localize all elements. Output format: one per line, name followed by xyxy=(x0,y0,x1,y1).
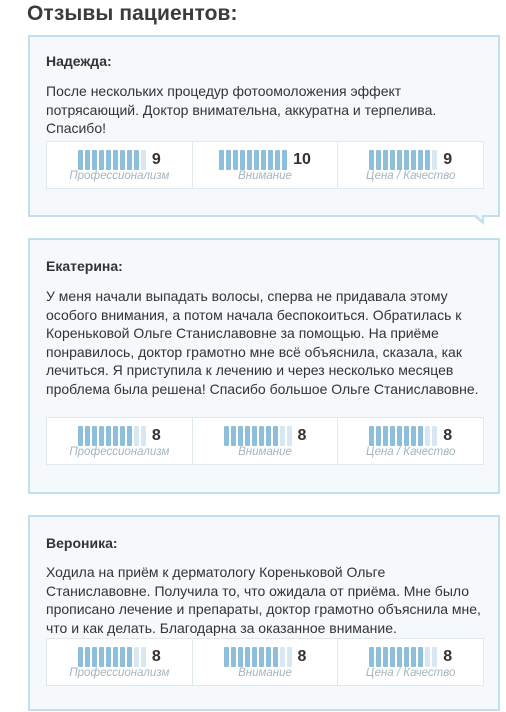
rating-score: 8 xyxy=(297,648,307,665)
rating-segment xyxy=(376,647,381,667)
rating-segment xyxy=(287,647,292,667)
rating-segment xyxy=(261,150,266,170)
rating-segment xyxy=(238,426,243,446)
rating-bar xyxy=(224,647,292,667)
rating-segment xyxy=(287,426,292,446)
rating-segment xyxy=(259,426,264,446)
rating-bar xyxy=(219,150,287,170)
rating-segment xyxy=(369,647,374,667)
rating-attention xyxy=(193,418,339,464)
rating-segment xyxy=(404,150,409,170)
rating-price-quality xyxy=(338,142,483,188)
rating-segment xyxy=(245,426,250,446)
speech-tail xyxy=(472,215,484,225)
rating-segment xyxy=(369,426,374,446)
rating-segment xyxy=(99,426,104,446)
rating-segment xyxy=(275,150,280,170)
rating-segment xyxy=(397,150,402,170)
rating-label: Цена / Качество xyxy=(365,170,456,182)
rating-segment xyxy=(397,647,402,667)
rating-segment xyxy=(141,647,146,667)
rating-bar xyxy=(78,647,146,667)
rating-segment xyxy=(120,426,125,446)
rating-score: 9 xyxy=(443,151,453,168)
rating-segment xyxy=(113,426,118,446)
rating-segment xyxy=(106,647,111,667)
rating-segment xyxy=(273,426,278,446)
rating-segment xyxy=(92,426,97,446)
rating-professionalism xyxy=(47,418,193,464)
rating-segment xyxy=(280,647,285,667)
rating-segment xyxy=(141,426,146,446)
rating-segment xyxy=(376,150,381,170)
rating-segment xyxy=(231,647,236,667)
rating-segment xyxy=(141,150,146,170)
rating-score: 9 xyxy=(151,151,161,168)
ratings-panel xyxy=(46,417,484,465)
review-card xyxy=(28,238,500,494)
review-card xyxy=(28,515,500,711)
review-text: После нескольких процедур фотоомоложения эффект потрясающий. Доктор внимательна, аккуратна и терпелива. Спасибо! xyxy=(46,83,437,136)
rating-segment xyxy=(120,647,125,667)
rating-segment xyxy=(127,647,132,667)
rating-segment xyxy=(252,426,257,446)
rating-label: Профессионализм xyxy=(69,667,170,679)
rating-segment xyxy=(245,647,250,667)
rating-segment xyxy=(134,647,139,667)
rating-segment xyxy=(120,150,125,170)
rating-segment xyxy=(247,150,252,170)
rating-segment xyxy=(266,426,271,446)
rating-segment xyxy=(390,150,395,170)
rating-price-quality xyxy=(338,639,483,685)
rating-label: Цена / Качество xyxy=(365,446,456,458)
rating-segment xyxy=(78,647,83,667)
rating-segment xyxy=(418,647,423,667)
rating-segment xyxy=(238,647,243,667)
rating-segment xyxy=(127,150,132,170)
rating-segment xyxy=(113,647,118,667)
ratings-panel xyxy=(46,141,484,189)
rating-segment xyxy=(252,647,257,667)
rating-label: Цена / Качество xyxy=(365,667,456,679)
rating-segment xyxy=(390,426,395,446)
rating-segment xyxy=(92,150,97,170)
rating-segment xyxy=(254,150,259,170)
rating-segment xyxy=(282,150,287,170)
rating-score: 10 xyxy=(293,151,311,168)
rating-segment xyxy=(113,150,118,170)
rating-segment xyxy=(376,426,381,446)
rating-attention xyxy=(193,142,339,188)
review-text: У меня начали выпадать волосы, сперва не придавала этому особого внимания, а потом начала беспокоиться. Обратилась к Кореньковой Ольге Станиславовне за помощью. На приёме понравилось, доктор грамотно мне всё объяснила, сказала, как лечиться. Я приступила к лечению и через несколько месяцев проблема была решена! Спасибо большое Ольге Станиславовне. xyxy=(46,288,479,397)
rating-segment xyxy=(369,150,374,170)
rating-bar xyxy=(369,150,437,170)
rating-bar xyxy=(224,426,292,446)
page-title: Отзывы пациентов: xyxy=(27,2,238,25)
review-author: Надежда: xyxy=(46,53,112,69)
rating-segment xyxy=(106,150,111,170)
rating-label: Профессионализм xyxy=(69,170,170,182)
rating-segment xyxy=(432,426,437,446)
rating-segment xyxy=(411,150,416,170)
rating-segment xyxy=(78,150,83,170)
rating-segment xyxy=(390,647,395,667)
review-author: Вероника: xyxy=(46,535,118,551)
rating-segment xyxy=(425,647,430,667)
rating-professionalism xyxy=(47,142,193,188)
rating-bar xyxy=(78,426,146,446)
rating-bar xyxy=(78,150,146,170)
rating-label: Профессионализм xyxy=(69,446,170,458)
rating-segment xyxy=(432,647,437,667)
rating-segment xyxy=(411,426,416,446)
rating-segment xyxy=(78,426,83,446)
rating-segment xyxy=(224,426,229,446)
rating-segment xyxy=(85,426,90,446)
rating-segment xyxy=(383,150,388,170)
rating-segment xyxy=(259,647,264,667)
rating-segment xyxy=(418,150,423,170)
rating-score: 8 xyxy=(443,648,453,665)
rating-segment xyxy=(425,426,430,446)
review-text: Ходила на приём к дерматологу Кореньковой Ольге Станиславовне. Получила то, что ожидала от приёма. Мне было прописано лечение и препараты, доктор грамотно объяснила мне, что и как делать. Благодарна за оказанное внимание. xyxy=(46,564,481,636)
rating-segment xyxy=(99,150,104,170)
rating-segment xyxy=(224,647,229,667)
rating-bar xyxy=(369,426,437,446)
rating-label: Внимание xyxy=(238,446,292,458)
rating-segment xyxy=(134,426,139,446)
rating-segment xyxy=(106,426,111,446)
rating-segment xyxy=(383,647,388,667)
rating-segment xyxy=(418,426,423,446)
rating-segment xyxy=(404,426,409,446)
rating-segment xyxy=(134,150,139,170)
ratings-panel xyxy=(46,638,484,686)
review-card xyxy=(28,35,500,217)
rating-segment xyxy=(99,647,104,667)
rating-attention xyxy=(193,639,339,685)
rating-segment xyxy=(85,150,90,170)
rating-segment xyxy=(268,150,273,170)
rating-segment xyxy=(233,150,238,170)
rating-segment xyxy=(226,150,231,170)
rating-price-quality xyxy=(338,418,483,464)
rating-segment xyxy=(127,426,132,446)
rating-score: 8 xyxy=(151,648,161,665)
rating-score: 8 xyxy=(443,427,453,444)
rating-segment xyxy=(273,647,278,667)
rating-segment xyxy=(411,647,416,667)
rating-label: Внимание xyxy=(238,667,292,679)
rating-segment xyxy=(397,426,402,446)
rating-score: 8 xyxy=(297,427,307,444)
rating-segment xyxy=(425,150,430,170)
rating-segment xyxy=(92,647,97,667)
rating-segment xyxy=(219,150,224,170)
rating-segment xyxy=(404,647,409,667)
rating-professionalism xyxy=(47,639,193,685)
rating-segment xyxy=(432,150,437,170)
rating-segment xyxy=(383,426,388,446)
rating-segment xyxy=(85,647,90,667)
rating-segment xyxy=(266,647,271,667)
rating-score: 8 xyxy=(151,427,161,444)
rating-segment xyxy=(231,426,236,446)
review-author: Екатерина: xyxy=(46,258,123,274)
rating-segment xyxy=(280,426,285,446)
rating-bar xyxy=(369,647,437,667)
rating-segment xyxy=(240,150,245,170)
rating-label: Внимание xyxy=(238,170,292,182)
